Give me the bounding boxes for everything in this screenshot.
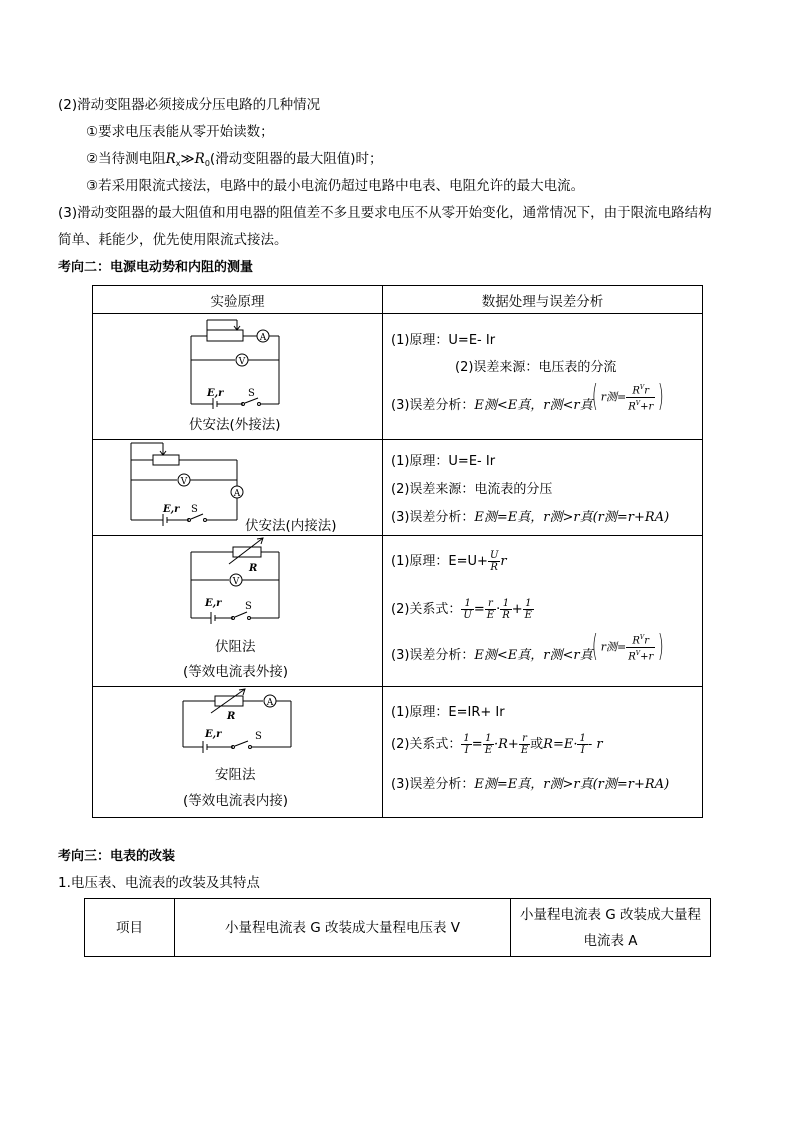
row4-circuit-cell [93, 687, 383, 818]
row1-circuit-cell [93, 314, 383, 440]
row1-error-analysis [391, 394, 593, 413]
switch-label: S [255, 731, 262, 742]
voltmeter-label: V [232, 577, 240, 587]
row1-error-formula [589, 379, 667, 414]
row1-req: r测= [600, 390, 627, 404]
frac-r-over-e: $\frac{r}{E}$ [520, 733, 529, 756]
item2-text-b: (滑动变阻器的最大阻值)时； [209, 151, 383, 167]
ammeter-label: A [233, 489, 241, 499]
section3-heading: 考向三：电表的改装 [58, 849, 176, 864]
intro-p3-line1: (3)滑动变阻器的最大阻值和用电器的阻值差不多且要求电压不从零开始变化，通常情况下，由于限流电路结构 [58, 205, 712, 221]
row2-error-prefix: (3)误差分析： [391, 510, 475, 525]
left-paren: ( [591, 629, 598, 664]
row3-caption: 伏阻法 [215, 639, 256, 655]
col3-line1: 小量程电流表 G 改装成大量程 [519, 906, 702, 923]
row1-caption: 伏安法(外接法) [189, 417, 281, 433]
frac-1-over-u: $\frac{1}{U}$ [463, 598, 472, 621]
row3-relation: (2)关系式： $\frac{1}{U}$ = $\frac{r}{E}$ · $\frac{1}{R}$ + $\frac{1}{E}$ [391, 598, 532, 621]
row2-circuit-cell [93, 440, 383, 536]
row4-caption-sub: (等效电流表内接) [183, 793, 289, 809]
source-label: E,r [207, 388, 224, 399]
col-header-ammeter [511, 899, 711, 957]
row3-circuit-cell [93, 536, 383, 687]
intro-p2-item2 [86, 149, 382, 174]
row3-analysis-cell [383, 536, 703, 687]
r0-symbol: R [194, 151, 205, 167]
circuit-voltammeter-internal [93, 440, 383, 535]
row3-error-main: E测<E真，r测<r真 [474, 648, 593, 663]
frac-1-over-e: $\frac{1}{E}$ [524, 598, 532, 621]
row2-error-source: (2)误差来源：电流表的分压 [391, 482, 553, 497]
row1-analysis-cell [383, 314, 703, 440]
row2-analysis-cell [383, 440, 703, 536]
row4-error-main: E测=E真，r测>r真(r测=r+RA) [474, 777, 670, 792]
row3-error-analysis [391, 644, 593, 663]
row1-den: $R^V+r$ [628, 399, 654, 412]
row1-principle: (1)原理：U=E- Ir [391, 333, 496, 348]
intro-p3-line2: 简单、耗能少，优先使用限流式接法。 [58, 232, 288, 248]
row3-relation-prefix: (2)关系式： [391, 602, 462, 617]
item2-text-a: ②当待测电阻 [86, 151, 166, 167]
r0-sub: 0 [204, 159, 210, 168]
source-label: E,r [205, 729, 222, 740]
right-paren: ) [658, 379, 665, 414]
row2-caption: 伏安法(内接法) [245, 518, 337, 534]
resistor-label: R [227, 711, 236, 722]
row4-error-prefix: (3)误差分析： [391, 777, 475, 792]
switch-label: S [245, 601, 252, 612]
intro-p2: (2)滑动变阻器必须接成分压电路的几种情况 [58, 97, 321, 113]
col-header-analysis: 数据处理与误差分析 [383, 286, 703, 314]
meter-modification-table [84, 898, 711, 957]
voltmeter-label: V [238, 357, 246, 367]
row1-num: $R^Vr$ [626, 382, 655, 397]
row4-analysis-cell [383, 687, 703, 818]
rx-sub: x [175, 159, 181, 168]
col3-line2: 电流表 A [583, 932, 638, 949]
col-header-voltmeter: 小量程电流表 G 改装成大量程电压表 V [175, 899, 511, 957]
row3-fraction: $\frac{R^Vr}{R^V+r}$ [628, 634, 654, 662]
intro-p2-item3: ③若采用限流式接法，电路中的最小电流仍超过电路中电表、电阻允许的最大电流。 [86, 178, 585, 194]
row3-frac-den: R [490, 562, 498, 573]
col-header-item: 项目 [85, 899, 175, 957]
intro-p2-item1: ①要求电压表能从零开始读数； [86, 124, 274, 140]
section2-heading: 考向二：电源电动势和内阻的测量 [58, 260, 254, 275]
emf-measurement-table [92, 285, 703, 818]
row4-caption: 安阻法 [215, 767, 256, 783]
row3-principle-suffix: r [500, 554, 507, 569]
rx-symbol: R [165, 151, 176, 167]
row4-error-analysis [391, 773, 669, 792]
ammeter-label: A [266, 698, 274, 708]
source-label: E,r [163, 504, 180, 515]
ammeter-label: A [259, 333, 267, 343]
frac-1-over-i-2: $\frac{1}{I}$ [579, 733, 586, 756]
row3-principle [391, 550, 507, 573]
row2-error-analysis [391, 506, 669, 525]
row3-req: r测= [600, 640, 627, 654]
row4-relation: (2)关系式： $\frac{1}{I}$ = $\frac{1}{E}$ ·R+ $\frac{r}{E}$ 或R=E· $\frac{1}{I}$ - r [391, 733, 603, 756]
row1-error-source: (2)误差来源：电压表的分流 [455, 360, 617, 375]
frac-1-over-r: $\frac{1}{R}$ [502, 598, 510, 621]
row4-or: 或 [530, 737, 544, 752]
row3-principle-frac [488, 550, 500, 573]
voltmeter-label: V [180, 477, 188, 487]
row1-fraction [626, 382, 655, 412]
col-header-principle: 实验原理 [93, 286, 383, 314]
frac-r-over-e: $\frac{r}{E}$ [486, 598, 495, 621]
row4-relation-prefix: (2)关系式： [391, 737, 462, 752]
row4-principle: (1)原理：E=IR+ Ir [391, 705, 505, 720]
source-label: E,r [205, 598, 222, 609]
resistor-label: R [249, 563, 258, 574]
right-paren: ) [658, 629, 665, 664]
row3-error-formula [589, 629, 667, 664]
row3-frac-num: U [489, 550, 499, 561]
row1-error-main: E测<E真，r测<r真 [474, 398, 593, 413]
switch-label: S [248, 388, 255, 399]
row2-principle: (1)原理：U=E- Ir [391, 454, 496, 469]
row1-error-prefix: (3)误差分析： [391, 398, 475, 413]
much-greater: ≫ [180, 151, 195, 167]
left-paren: ( [591, 379, 598, 414]
frac-1-over-e: $\frac{1}{E}$ [484, 733, 493, 756]
switch-label: S [191, 504, 198, 515]
row2-error-main: E测=E真，r测>r真(r测=r+RA) [474, 510, 670, 525]
row3-caption-sub: (等效电流表外接) [183, 664, 289, 680]
circuit-current-resistance [93, 687, 383, 767]
frac-1-over-i: $\frac{1}{I}$ [463, 733, 470, 756]
row3-principle-prefix: (1)原理：E=U+ [391, 554, 488, 569]
row3-error-prefix: (3)误差分析： [391, 648, 475, 663]
section3-subheading: 1.电压表、电流表的改装及其特点 [58, 875, 260, 891]
circuit-voltage-resistance [93, 536, 383, 631]
circuit-voltammeter-external [93, 314, 383, 409]
